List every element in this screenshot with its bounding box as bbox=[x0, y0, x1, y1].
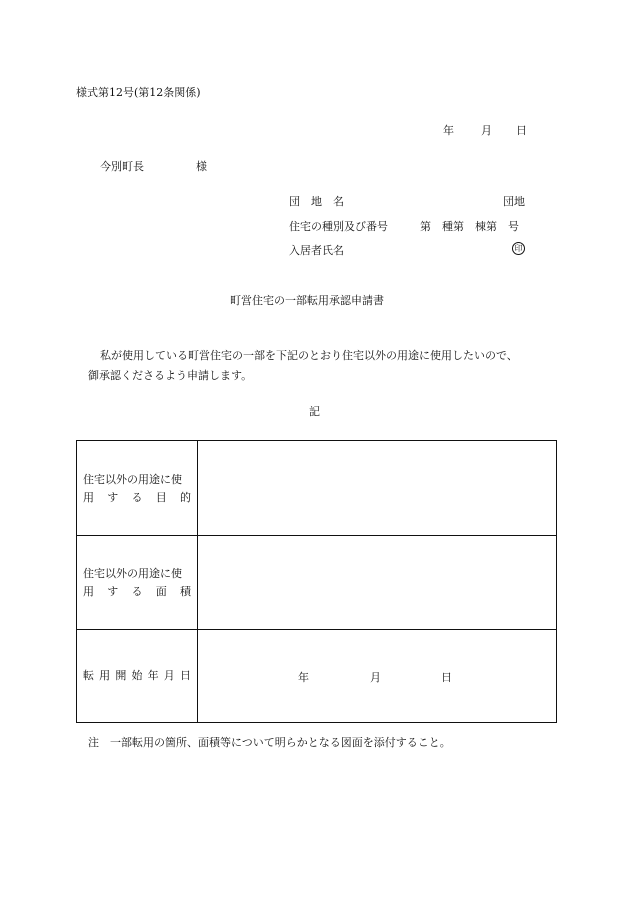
application-table bbox=[76, 440, 557, 723]
char: 面 bbox=[155, 585, 167, 598]
area-label-line-2 bbox=[83, 583, 191, 601]
table-row-divider bbox=[77, 629, 556, 630]
type-value: 第 種第 棟第 号 bbox=[420, 220, 519, 233]
type-label: 住宅の種別及び番号 bbox=[289, 220, 388, 233]
char: す bbox=[107, 491, 119, 504]
char: 的 bbox=[180, 491, 191, 504]
body-line-1: 私が使用している町営住宅の一部を下記のとおり住宅以外の用途に使用したいので、 bbox=[100, 349, 518, 362]
ki-mark: 記 bbox=[309, 405, 320, 418]
addressee-honorific: 様 bbox=[196, 160, 207, 173]
form-number: 様式第12号(第12条関係) bbox=[76, 86, 201, 99]
start-date-label bbox=[83, 667, 191, 685]
char: 用 bbox=[83, 491, 94, 504]
area-input[interactable] bbox=[198, 536, 557, 629]
char: る bbox=[131, 585, 143, 598]
start-date-year: 年 bbox=[298, 671, 309, 684]
footnote: 注 一部転用の箇所、面積等について明らかとなる図面を添付すること。 bbox=[88, 736, 451, 749]
char: る bbox=[131, 491, 143, 504]
char: 用 bbox=[83, 585, 94, 598]
char: 年 bbox=[147, 669, 159, 682]
char: 開 bbox=[115, 669, 127, 682]
date-year: 年 bbox=[443, 124, 454, 137]
purpose-label-line-1: 住宅以外の用途に使 bbox=[83, 473, 182, 486]
date-day: 日 bbox=[516, 124, 527, 137]
seal-mark bbox=[512, 241, 525, 255]
area-label bbox=[83, 565, 191, 601]
addressee-name: 今別町長 bbox=[100, 160, 144, 173]
body-line-2: 御承認くださるよう申請します。 bbox=[88, 369, 253, 382]
start-date-month: 月 bbox=[370, 671, 381, 684]
purpose-label bbox=[83, 471, 191, 507]
purpose-label-line-2 bbox=[83, 489, 191, 507]
purpose-input[interactable] bbox=[198, 441, 557, 535]
char: す bbox=[107, 585, 119, 598]
seal-icon: 印 bbox=[512, 242, 525, 255]
estate-suffix: 団地 bbox=[503, 195, 525, 208]
char: 積 bbox=[180, 585, 191, 598]
char: 始 bbox=[131, 669, 143, 682]
char: 日 bbox=[179, 669, 191, 682]
start-date-day: 日 bbox=[441, 671, 452, 684]
char: 転 bbox=[83, 669, 94, 682]
estate-label: 団 地 名 bbox=[289, 195, 344, 208]
resident-name-label: 入居者氏名 bbox=[289, 244, 344, 257]
char: 目 bbox=[155, 491, 167, 504]
document-title: 町営住宅の一部転用承認申請書 bbox=[230, 294, 384, 307]
date-month: 月 bbox=[481, 124, 492, 137]
char: 用 bbox=[99, 669, 111, 682]
area-label-line-1: 住宅以外の用途に使 bbox=[83, 567, 182, 580]
char: 月 bbox=[163, 669, 175, 682]
